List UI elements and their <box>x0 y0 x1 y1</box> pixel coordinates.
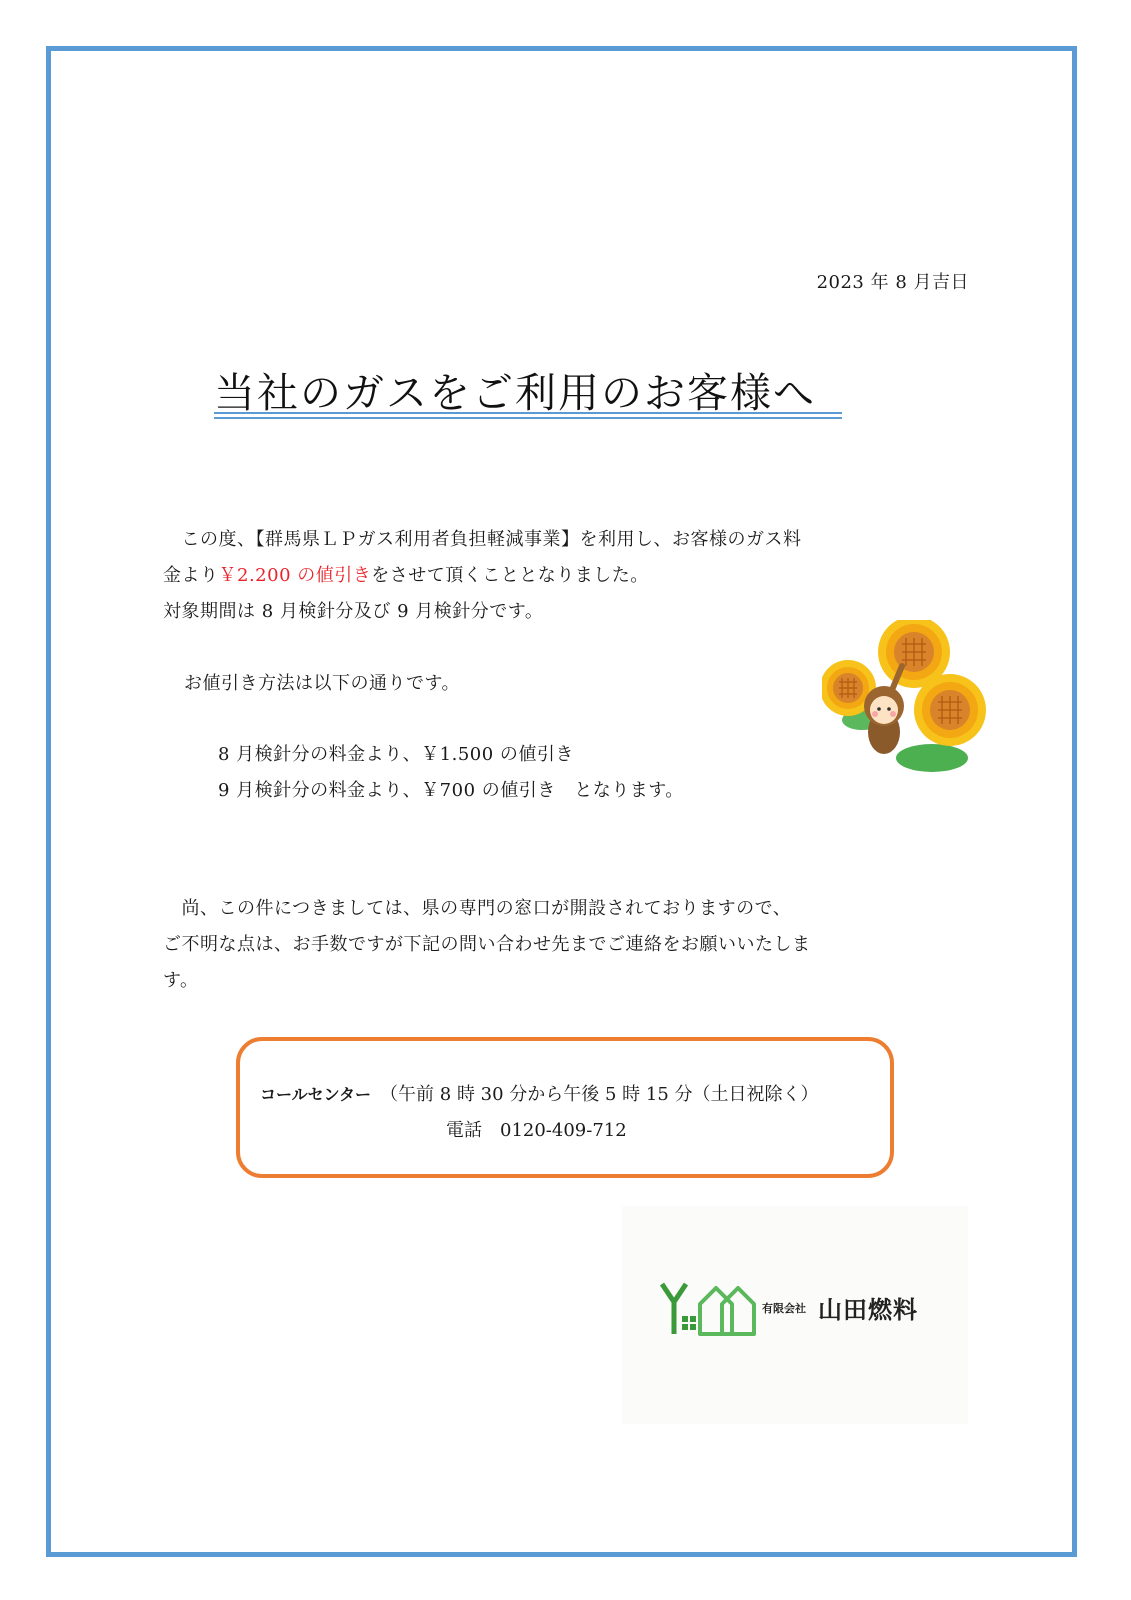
sunflower-character-icon <box>822 620 1004 780</box>
phone-label: 電話 <box>446 1120 482 1141</box>
intro-line-1: この度、【群馬県ＬＰガス利用者負担軽減事業】を利用し、お客様のガス料 <box>181 529 802 550</box>
notice-line-3: す。 <box>163 970 199 991</box>
title-underline <box>214 412 842 419</box>
intro-line-2: 金より￥2.200 の値引きをさせて頂くこととなりました。 <box>163 565 649 586</box>
house-logo-icon <box>660 1282 756 1336</box>
phone-line <box>446 1116 627 1142</box>
discount-method-heading: お値引き方法は以下の通りです。 <box>184 673 461 694</box>
september-discount-line: 9 月検針分の料金より、￥700 の値引き となります。 <box>218 780 684 801</box>
issue-date: 2023 年 8 月吉日 <box>816 272 969 293</box>
page-title: 当社のガスをご利用のお客様へ <box>214 369 816 417</box>
notice-line-1: 尚、この件につきましては、県の専門の窓口が開設されておりますので、 <box>163 898 792 919</box>
intro-paragraph <box>163 522 802 594</box>
discount-amount-highlight: ￥2.200 の値引き <box>218 565 372 586</box>
call-center-box <box>236 1037 894 1178</box>
call-center-line <box>260 1080 819 1106</box>
phone-number[interactable]: 0120-409-712 <box>500 1120 627 1141</box>
logo-company-prefix: 有限会社 <box>762 1302 806 1315</box>
august-discount-line: 8 月検針分の料金より、￥1.500 の値引き <box>218 744 574 765</box>
notice-line-2: ご不明な点は、お手数ですが下記の問い合わせ先までご連絡をお願いいたしま <box>163 934 811 955</box>
contact-notice-paragraph <box>163 891 811 999</box>
call-center-name: コールセンター <box>260 1085 372 1104</box>
target-period-text: 対象期間は 8 月検針分及び 9 月検針分です。 <box>163 601 544 622</box>
logo-company-name: 山田燃料 <box>818 1296 918 1324</box>
call-center-hours: （午前 8 時 30 分から午後 5 時 15 分（土日祝除く） <box>389 1084 819 1105</box>
